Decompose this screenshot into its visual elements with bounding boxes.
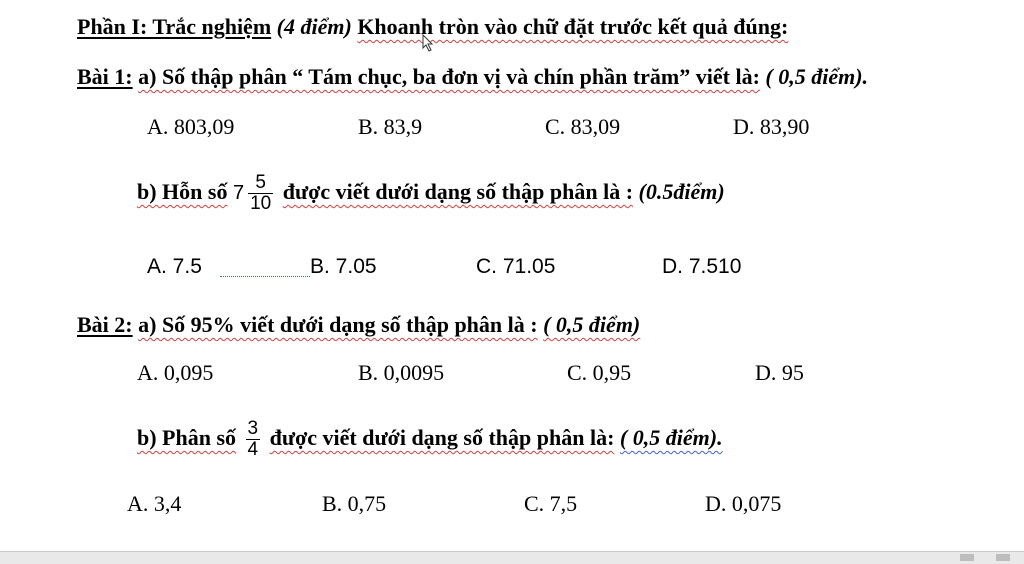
part1-title: Phần I: Trắc nghiệm [77,14,272,39]
bai2-a-option-a[interactable]: A. 0,095 [137,360,214,385]
bai2-a-option-b[interactable]: B. 0,0095 [358,360,445,385]
bai2-question-a [77,312,640,338]
bai2-b-prefix: b) Phân số [137,425,237,450]
bai1-a-option-b[interactable]: B. 83,9 [358,114,423,139]
bai2-b-text: được viết dưới dạng số thập phân là: [269,425,615,450]
bai2-b-points: ( 0,5 điểm). [619,425,723,450]
bai1-a-text: a) Số thập phân “ Tám chục, ba đơn vị và chín phần trăm” viết là: [138,64,760,89]
bai1-b-option-a[interactable]: A. 7.5 [147,255,202,278]
fraction-denominator: 4 [247,439,259,461]
bai1-b-points: (0.5điểm) [638,179,725,204]
bai2-b-option-d[interactable]: D. 0,075 [705,491,782,516]
bai1-label: Bài 1: [77,64,133,89]
bai1-a-option-c[interactable]: C. 83,09 [545,114,621,139]
grammar-squiggle [220,276,310,277]
fraction-denominator: 10 [250,193,272,215]
bai2-a-text: a) Số 95% viết dưới dạng số thập phân là : [138,312,538,337]
bai1-a-points: ( 0,5 điểm). [765,64,869,89]
mixed-number-whole: 7 [232,182,245,204]
mixed-number-fraction [248,173,273,214]
bai2-a-option-c[interactable]: C. 0,95 [567,360,632,385]
bai1-b-option-d[interactable]: D. 7.510 [662,255,742,278]
bai2-question-b [137,412,723,464]
status-bar-layout-icon[interactable] [996,554,1010,561]
bai2-b-option-b[interactable]: B. 0,75 [322,491,387,516]
bai2-b-option-c[interactable]: C. 7,5 [524,491,578,516]
status-bar-view-icon[interactable] [960,554,974,561]
bai1-b-text: được viết dưới dạng số thập phân là : [282,179,634,204]
part1-points: (4 điểm) [276,14,352,39]
fraction-numerator: 5 [255,172,266,194]
bai2-label: Bài 2: [77,312,133,337]
bai1-b-option-b[interactable]: B. 7.05 [310,255,377,278]
bai2-a-points: ( 0,5 điểm) [543,312,641,337]
bai2-a-option-d[interactable]: D. 95 [755,360,804,385]
bai1-question-b [137,166,725,219]
bai2-b-option-a[interactable]: A. 3,4 [127,491,182,516]
part1-instruction: Khoanh tròn vào chữ đặt trước kết quả đúng: [357,14,789,39]
bai1-a-option-d[interactable]: D. 83,90 [733,114,810,139]
fraction [246,419,261,460]
status-bar [0,551,1024,564]
bai1-question-a [77,64,868,90]
bai1-b-option-c[interactable]: C. 71.05 [476,255,556,278]
bai1-b-prefix: b) Hỗn số [137,179,228,204]
fraction-numerator: 3 [247,418,259,440]
bai1-a-option-a[interactable]: A. 803,09 [147,114,235,139]
mouse-cursor-icon [422,34,434,52]
